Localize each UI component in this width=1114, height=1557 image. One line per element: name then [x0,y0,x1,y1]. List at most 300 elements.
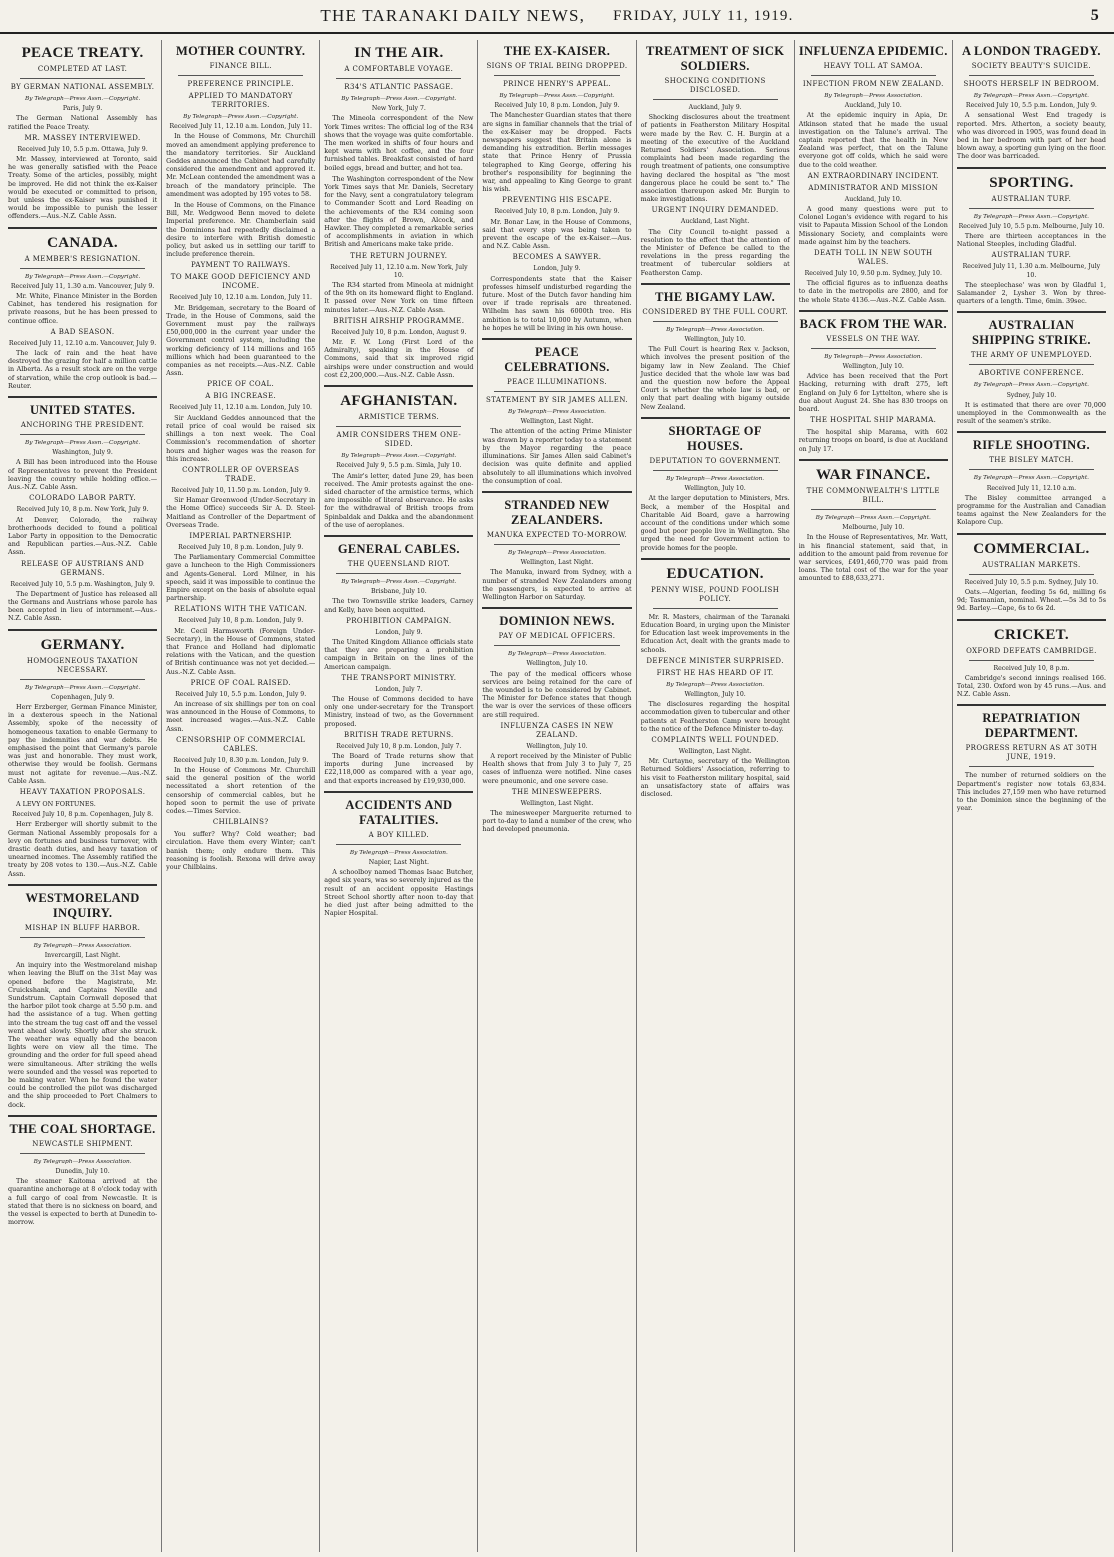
article-subheading: CONSIDERED BY THE FULL COURT. [642,307,788,316]
paragraph: At the larger deputation to Ministers, Mrs. Beck, a member of the Hospital and Charitable Aid Board, gave a harrowing account of the conditions under which some good but poor people live in Wellington. She urged the need for Government action to provide homes for the people. [640,494,790,552]
divider [336,844,461,845]
article-subheading: SIGNS OF TRIAL BEING DROPPED. [486,62,628,70]
section-subheading: PRICE OF COAL. [207,380,275,389]
paragraph: The Mineola correspondent of the New York Times writes: The official log of the R34 shows that the voyage was quite comfortable. The men worked in shifts of four hours and kept warm with hot coffee, and the four furnished tables. Breakfast consisted of hard boiled eggs, bread and butter, and hot tea. [324,114,474,172]
paragraph: The Amir's letter, dated June 29, has been received. The Amir protests against the one-sided character of the armistice terms, which are impossible of literal observance. He asks for the withdrawal of British troops from Spinbaldak and Dakka and the abandonment of the use of aeroplanes. [324,471,474,529]
dateline: Auckland, July 10. [844,195,902,203]
dateline: Received July 11, 1.30 a.m. Melbourne, July 10. [962,263,1101,279]
press-credit: By Telegraph—Press Association. [507,651,606,658]
article [799,44,948,304]
divider [494,544,619,545]
column [637,40,795,1552]
dateline: London, July 7. [375,685,423,693]
column [162,40,320,1552]
article-separator [8,227,157,229]
paragraph: An inquiry into the Westmoreland mishap when leaving the Bluff on the 31st May was opened before the Magistrate, Mr. Cruickshank, and Captains Neville and Sundstrum. Captain Cornwall deposed that the harbor pilot took charge at 5.50 p.m. and had the assistance of a tug. When getting into the stream the tug cast off and the vessel went ahead slowly. Shortly after she struck. The weather was equally bad the beacon lights were on view all the time. The grounding and the order for full speed ahead were simultaneous. After striking the wells were sounded and the vessel was reported to be making water. When he found the water could be controlled the pilot was discharged and the ship proceeded to Port Chalmers to dock. [8,961,158,1109]
section-subheading: STATEMENT BY SIR JAMES ALLEN. [486,396,628,405]
article-subheading: HOMOGENEOUS TAXATION NECESSARY. [26,656,139,674]
section-subheading: A BAD SEASON. [50,327,115,336]
column [953,40,1110,1552]
divider [336,426,461,427]
section-subheading: URGENT INQUIRY DEMANDED. [651,206,779,215]
article-separator [8,396,157,398]
article [8,636,157,878]
dateline: Wellington, July 10. [684,336,746,344]
article-body [957,80,1106,161]
article-subheading: THE QUEENSLAND RIOT. [347,559,450,568]
paragraph: The Manchester Guardian states that there are signs in familiar channels that the trial of the ex-Kaiser may be dropped. Facts newspapers suggest that Britain alone is demanding his extradition. Berlin messages state that Prince Henry of Prussia telegraphed to King George, offering his brother's responsibility for beginning the war, and appealing to King George to grant his wish. [482,111,632,194]
article-subheading: NEWCASTLE SHIPMENT. [32,1139,133,1148]
dateline: Received July 10, 8 p.m. [993,664,1070,672]
dateline: Received July 11, 12.10 a.m. New York, July 10. [330,263,468,279]
dateline: Wellington, Last Night. [520,559,594,567]
section-subheading: HEAVY TAXATION PROPOSALS. [19,787,146,796]
article-headline: GENERAL CABLES. [337,541,460,556]
dateline: Received July 10, 12.10 a.m. London, July 11. [169,294,312,302]
dateline: Auckland, July 10. [844,102,902,110]
article [957,438,1106,526]
article-headline: PEACE CELEBRATIONS. [504,345,610,375]
paragraph: The United Kingdom Alliance officials state that they are preparing a prohibition campaign in Britain on the lines of the American campaign. [324,637,474,671]
dateline: Received July 10, 5.5 p.m. Ottawa, July 9. [17,145,148,153]
divider [969,364,1094,365]
paragraph: A schoolboy named Thomas Isaac Butcher, aged six years, was so severely injured as the result of an accident opposite Hastings Street School shortly after noon to-day that he died just after being admitted to the Napier Hospital. [324,868,474,918]
section-subheading: PREVENTING HIS ESCAPE. [502,196,612,205]
press-credit: By Telegraph—Press Assn.—Copyright. [973,475,1090,482]
divider [20,1153,145,1154]
column [320,40,478,1552]
dateline: Received July 10, 5.5 p.m. Sydney, July 10. [964,578,1099,586]
article-subheading: AUSTRALIAN TURF. [991,194,1072,203]
article-headline: SHORTAGE OF HOUSES. [668,423,762,453]
dateline: Wellington, Last Night. [520,418,594,426]
article-headline: IN THE AIR. [354,45,444,61]
section-subheading: PAYMENT TO RAILWAYS. [190,261,291,270]
article-subheading: PEACE ILLUMINATIONS. [507,378,607,387]
divider [20,679,145,680]
paragraph: In the House of Commons Mr. Churchill said the general position of the world necessitated a short retention of the censorship of commercial cables, but he hoped soon to permit the use of private codes.—Times Service. [166,765,316,815]
divider [969,766,1094,767]
section-subheading: THE TRANSPORT MINISTRY. [341,673,457,682]
dateline: Sydney, July 10. [1006,391,1057,399]
newspaper-title: THE TARANAKI DAILY NEWS, [320,6,586,25]
section-subheading: ADMINISTRATOR AND MISSION [808,183,939,192]
section-subheading: CONTROLLER OF OVERSEAS TRADE. [182,465,300,483]
paragraph: The Washington correspondent of the New York Times says that Mr. Daniels, Secretary for the Navy, sent a congratulatory telegram to Commander Scott and Lord Reading on the achievements of the R34 coming soon after the flights of Brown, Alcock, and Hawker. They completed a remarkable series of accomplishments in aviation in which British and Americans make take pride. [324,174,474,249]
article-separator [799,310,948,312]
press-credit: By Telegraph—Press Association. [349,849,448,856]
dateline: Wellington, July 10. [526,660,588,668]
article-body [957,369,1106,425]
divider [494,75,619,76]
divider [811,348,936,349]
article-body [957,771,1106,812]
section-subheading: PROHIBITION CAMPAIGN. [346,616,452,625]
paragraph: The disclosures regarding the hospital accommodation given to tubercular and other patients at Featherston Camp were brought to the notice of the Defence Minister to-day. [640,700,790,733]
dateline: Received July 10, 8 p.m. London, July 9. [494,102,620,110]
article [8,44,157,221]
article-subheading: VESSELS ON THE WAY. [826,334,921,343]
press-credit: By Telegraph—Press Association. [824,93,923,99]
section-subheading: RELATIONS WITH THE VATICAN. [174,605,308,614]
article-headline: A LONDON TRAGEDY. [962,44,1101,58]
dateline: London, July 9. [533,265,581,273]
paragraph: The R34 started from Mineola at midnight of the 9th on its homeward flight to England. It passed over New York on time fifteen minutes later.—Aus.-N.Z. Cable Assn. [324,281,474,314]
paragraph: Mr. Cecil Harmsworth (Foreign Under-Secretary), in the House of Commons, stated that France and Holland had diplomatic relations with the Vatican, and the question of British continuance was not yet decided.—Aus.-N.Z. Cable Assn. [166,626,316,676]
section-subheading: CENSORSHIP OF COMMERCIAL CABLES. [176,735,306,753]
article-subheading: ARMISTICE TERMS. [358,413,440,422]
article-headline: INFLUENZA EPIDEMIC. [798,44,948,58]
paragraph: You suffer? Why? Cold weather; bad circulation. Have them every Winter; can't banish them; only endure them. This reasoning is foolish. Rexona will drive away your Chilblains. [166,830,316,872]
section-subheading: THE RETURN JOURNEY. [350,251,448,260]
article [799,466,948,583]
article-body [324,578,473,785]
dateline: Received July 10, 5.5 p.m. London, July 9. [175,690,307,698]
press-credit: By Telegraph—Press Association. [33,1158,132,1165]
dateline: Wellington, Last Night. [678,747,752,755]
divider [20,937,145,938]
article-separator [799,459,948,461]
section-subheading: THE HOSPITAL SHIP MARAMA. [810,416,937,425]
dateline: Received July 11, 12.10 a.m. Vancouver, July 9. [8,339,157,347]
dateline: Received July 11, 12.10 a.m. [986,484,1077,492]
article-headline: AUSTRALIAN SHIPPING STRIKE. [972,318,1091,348]
press-credit: By Telegraph—Press Association. [33,942,132,949]
dateline: Copenhagen, July 9. [51,693,115,701]
paragraph: In the House of Commons, Mr. Churchill moved an amendment applying preference to the mandatory territories. Sir Auckland Geddes announced the Cabinet had carefully considered the amendment and approved it. Mr. McLean contended the amendment was a breach of the mandatory principle. The amendment was adopted by 195 votes to 58. [166,132,316,198]
article-subheading: SHOCKING CONDITIONS DISCLOSED. [664,77,766,94]
article-body [799,514,948,583]
paragraph: The Full Court is hearing Rex v. Jackson, which involves the present position of the bigamy law in New Zealand. The Chief Justice decided that the whole law was bad and the question now before the Appeal Court is whether the whole law is bad, or only that part dealing with bigamy outside New Zealand. [640,345,790,411]
dateline: Received July 10, 5.5 p.m. Melbourne, July 10. [958,222,1105,230]
press-credit: By Telegraph—Press Assn.—Copyright. [24,684,141,691]
dateline: Wellington, Last Night. [520,799,594,807]
article-body [957,474,1106,526]
article-subheading: A COMFORTABLE VOYAGE. [344,65,454,73]
paragraph: Shocking disclosures about the treatment of patients in Featherston Military Hospital were made by the Rev. C. H. Burgin at a meeting of the executive of the Auckland Returned Soldiers' Association. Serious complaints had been made regarding the rough treatment of patients, one consumptive having declared the hospital as "the most dangerous place he could be sent to." The association thereupon asked Mr. Burgin to make investigations. [640,113,790,204]
press-credit: By Telegraph—Press Assn.—Copyright. [24,273,141,280]
article-headline: CANADA. [47,234,118,251]
press-credit: By Telegraph—Press Assn.—Copyright. [815,514,931,521]
article-headline: GERMANY. [40,636,125,653]
article-subheading: PENNY WISE, POUND FOOLISH POLICY. [651,585,780,603]
dateline: Received July 10, 8 p.m. London, August 9. [331,328,467,336]
article-separator [324,385,473,387]
article-separator [641,558,790,560]
dateline: Received July 10, 5.5 p.m. London, July 9. [965,102,1097,110]
section-subheading: A BIG INCREASE. [205,392,277,401]
article-headline: THE COAL SHORTAGE. [9,1121,156,1136]
paragraph: Correspondents state that the Kaiser professes himself undisturbed regarding the future. Most of the Dutch favor handing him over if trade reprisals are threatened. Wilhelm has sawn his 6000th tree. His ambition is to total 10,000 by Autumn, when he hopes he will be living in his own house. [482,274,632,332]
paragraph: Sir Hamar Greenwood (Under-Secretary in the Home Office) succeeds Sir A. D. Steel-Maitland as Controller of the Department of Overseas Trade. [166,496,316,529]
article-body [166,80,315,871]
section-subheading: AN EXTRAORDINARY INCIDENT. [807,171,939,180]
article-body [957,579,1106,613]
article-headline: CRICKET. [993,626,1069,643]
divider [20,268,145,269]
section-subheading: IMPERIAL PARTNERSHIP. [189,531,293,540]
paragraph: The Bisley committee arranged a programme for the Australian and Canadian teams against the New Zealanders for the Kolapore Cup. [956,493,1106,527]
paragraph: Herr Erzberger, German Finance Minister, in a dexterous speech in the National Assembly, spoke of the necessity of homogeneous taxation to enable Germany to pay the indemnities and war debts. He emphasised the point that Germany's parole was just and honorable. They must work, otherwise they would be foolish. Germans must not agitate for revenue.—Aus.-N.Z. Cable Assn. [8,702,158,785]
article-separator [482,607,631,609]
article-subheading: OXFORD DEFEATS CAMBRIDGE. [966,646,1097,655]
article-separator [324,791,473,793]
article-headline: COMMERCIAL. [973,540,1090,557]
paragraph: The German National Assembly has ratified the Peace Treaty. [8,114,158,131]
paragraph: Oats.—Algerian, feeding 5s 6d, milling 6s 9d; Tasmanian, nominal. Wheat.—5s 3d to 5s 9d. Barley.—Cape, 6s to 6s 2d. [956,587,1106,613]
article-subheading: THE BISLEY MATCH. [989,456,1074,465]
section-subheading: THE MINESWEEPERS. [511,787,603,796]
dateline: Received July 11, 12.10 a.m. London, July 10. [169,404,312,412]
article-body [8,942,157,1109]
columns [4,40,1110,1552]
article [641,44,790,277]
divider [494,391,619,392]
section-subheading: PREFERENCE PRINCIPLE. [187,80,294,88]
dateline: London, July 9. [375,628,423,636]
section-subheading: RELEASE OF AUSTRIANS AND GERMANS. [20,559,145,577]
divider [653,470,778,471]
section-subheading: COMPLAINTS WELL FOUNDED. [651,735,779,744]
article-body [8,273,157,390]
paragraph: It is estimated that there are over 70,000 unemployed in the Commonwealth as the result of the seamen's strike. [956,400,1106,426]
column [4,40,162,1552]
article [482,44,631,332]
article-headline: WESTMORELAND INQUIRY. [25,890,140,920]
press-credit: By Telegraph—Press Association. [824,353,923,360]
issue-date: FRIDAY, JULY 11, 1919. [613,7,794,24]
article-body [799,80,948,304]
article-subheading: MISHAP IN BLUFF HARBOR. [24,923,141,932]
divider [178,75,303,76]
article-separator [8,1115,157,1117]
paragraph: Mr. F. W. Long (First Lord of the Admiralty), speaking in the House of Commons, said that six improved rigid airships were under construction and would cost £2,200,000.—Aus.-N.Z. Cable Assn. [324,338,474,379]
dateline: Invercargill, Last Night. [44,952,121,959]
paragraph: The minesweeper Marguerite returned to port to-day to land a number of the crew, who had developed pneumonia. [482,808,632,834]
paragraph: The Department of Justice has released all the Germans and Austrians whose parole has been accepted in lieu of internment.—Aus.-N.Z. Cable Assn. [8,589,158,623]
article [8,1122,157,1227]
article-subheading: PROGRESS RETURN AS AT 30TH JUNE, 1919. [965,744,1098,762]
section-subheading: AMIR CONSIDERS THEM ONE-SIDED. [336,431,462,449]
press-credit: By Telegraph—Press Association. [666,681,765,688]
article [641,424,790,552]
paragraph: A report received by the Minister of Public Health shows that from July 3 to July 7, 25 cases of influenza were notified. Nine cases were pneumonic, and one severe case. [482,751,632,785]
article-separator [8,629,157,631]
article-subheading: ANCHORING THE PRESIDENT. [20,421,145,430]
section-subheading: CHILBLAINS? [212,818,269,827]
paragraph: An increase of six shillings per ton on coal was announced in the House of Commons, to meet increased wages.—Aus.-N.Z. Cable Assn. [166,699,316,733]
article-headline: MOTHER COUNTRY. [176,44,306,58]
paragraph: There are thirteen acceptances in the National Steeples, including Gladful. [956,232,1106,249]
article [957,318,1106,425]
column [795,40,953,1552]
divider [336,78,461,79]
article [482,614,631,833]
article [324,542,473,785]
paragraph: Mr. R. Masters, chairman of the Taranaki Education Board, in urging upon the Minister for Education last week improvements in the Education Act, dealt with the grants made to schools. [640,612,790,654]
divider [969,75,1094,76]
paragraph: Mr. Bridgeman, secretary to the Board of Trade, in the House of Commons, said the Government must pay the railways £50,000,000 in the current year under the Government control system, including the working deficiency of 114 millions and 165 millions which had been guaranteed to the companies as net receipts.—Aus.-N.Z. Cable Assn. [166,303,316,378]
article [8,891,157,1109]
section-subheading: FIRST HE HAS HEARD OF IT. [656,668,774,677]
divider [969,469,1094,470]
paragraph: Advice has been received that the Port Hacking, returning with draft 275, left England on July 6 for Lyttelton, where she is due about August 24. She has 830 troops on board. [798,372,948,414]
dateline: Paris, July 9. [62,105,103,113]
paragraph: A Bill has been introduced into the House of Representatives to prevent the President leaving the country while holding office.—Aus.-N.Z. Cable Assn. [8,458,158,492]
dateline: Dunedin, July 10. [55,1168,110,1176]
article-headline: REPATRIATION DEPARTMENT. [982,711,1081,741]
paragraph: The House of Commons decided to have only one under-secretary for the Transport Ministry, instead of two, as the Government proposed. [324,694,474,728]
press-credit: By Telegraph—Press Assn.—Copyright. [499,93,615,99]
section-subheading: APPLIED TO MANDATORY TERRITORIES. [188,92,293,109]
section-subheading: COLORADO LABOR PARTY. [29,494,137,503]
page-number: 5 [1090,7,1100,24]
article-subheading: DEPUTATION TO GOVERNMENT. [649,456,781,465]
article [957,174,1106,306]
article-separator [641,417,790,419]
divider [969,574,1094,575]
dateline: Received July 10, 8 p.m. London, July 9. [178,543,304,551]
article-headline: ACCIDENTS AND FATALITIES. [345,797,453,827]
divider [811,509,936,510]
paragraph: In the House of Commons, on the Finance Bill, Mr. Wedgwood Benn moved to delete Imperial preference. Mr. Chamberlain said the Dominions had repeatedly disclaimed a desire to interfere with British domestic policy, but asked us in settling our tariff to include preference therein. [166,201,316,259]
dateline: Received July 10, 11.50 p.m. London, July 9. [171,486,311,494]
article [482,498,631,601]
press-credit: By Telegraph—Press Assn.—Copyright. [341,453,457,460]
section-subheading: DEFENCE MINISTER SURPRISED. [646,656,784,665]
article-separator [957,431,1106,433]
article [324,392,473,529]
paragraph: Mr. Massey, interviewed at Toronto, said he was generally satisfied with the Peace Treaty. Some of the articles, possibly, might be improved. He did not think the ex-Kaiser would be executed or committed to prison, but unless the ex-Kaiser was punished it would be impossible to punish the lesser offenders.—Aus.-N.Z. Cable Assn. [8,155,158,221]
article-body [641,475,790,552]
article-headline: TREATMENT OF SICK SOLDIERS. [646,44,785,73]
dateline: Received July 10, 8 p.m. Copenhagen, July 8. [12,811,154,819]
article-body [324,849,473,918]
dateline: Received July 10, 5.5 p.m. Washington, July 9. [10,580,155,588]
dateline: Received July 11, 1.30 a.m. Vancouver, July 9. [10,282,155,290]
press-credit: By Telegraph—Press Assn.—Copyright. [973,382,1090,389]
dateline: Received July 10, 8 p.m. London, July 9. [178,617,304,625]
article [8,234,157,390]
divider [20,78,145,79]
section-subheading: PRICE OF COAL RAISED. [190,678,291,687]
dateline: New York, July 7. [371,105,426,113]
article-body [8,83,157,221]
article-subheading: MANUKA EXPECTED TO-MORROW. [486,530,628,539]
dateline: Wellington, July 10. [684,690,746,698]
article-separator [957,704,1106,706]
article-separator [324,535,473,537]
divider [653,608,778,609]
paragraph: A good many questions were put to Colonel Logan's evidence with regard to his visit to Papauta Mission School of the London Missionary Society, and complaints were made against him by the teachers. [798,205,948,246]
article [482,345,631,485]
press-credit: By Telegraph—Press Assn.—Copyright. [973,213,1090,220]
article-headline: THE EX-KAISER. [503,44,611,58]
section-subheading: ABORTIVE CONFERENCE. [978,369,1085,378]
article-headline: PEACE TREATY. [21,45,144,61]
press-credit: By Telegraph—Press Assn.—Copyright. [24,440,141,447]
article-headline: SPORTING. [989,174,1074,191]
article-body [8,439,157,622]
paragraph: The steeplechase' was won by Gladful 1, Salamander 2, Lysher 3. Won by three-quarters of a length. Time, 6min. 39sec. [956,280,1106,306]
article-body [641,104,790,277]
dateline: Napier, Last Night. [368,858,429,866]
divider [969,660,1094,661]
article-body [957,213,1106,306]
section-subheading: BRITISH TRADE RETURNS. [344,730,454,739]
paragraph: A sensational West End tragedy is reported. Mrs. Atherton, a society beauty, who was divorced in 1905, was found dead in bed in her bedroom with part of her head blown away, a sporting gun lying on the floor. The door was barricaded. [956,111,1106,161]
article [641,290,790,411]
article [324,44,473,379]
section-subheading: BY GERMAN NATIONAL ASSEMBLY. [10,83,155,91]
article [8,403,157,622]
paragraph: In the House of Representatives, Mr. Watt, in his financial statement, said that, in addition to the amount paid from revenue for war services, £491,460,770 was paid from loans. The total cost of the war for the year amounted to £88,633,271. [798,533,948,583]
paragraph: At Denver, Colorado, the railway brotherhoods decided to found a political Labor Party in opposition to the Democratic and Republican parties.—Aus.-N.Z. Cable Assn. [8,515,158,557]
article-subheading: PAY OF MEDICAL OFFICERS. [498,632,616,641]
dateline: Brisbane, July 10. [371,588,427,596]
article-separator [8,884,157,886]
article [957,626,1106,699]
article-body [324,431,473,529]
article-body [482,80,631,332]
section-subheading: BRITISH AIRSHIP PROGRAMME. [333,316,465,325]
article-subheading: COMPLETED AT LAST. [37,65,128,73]
section-subheading: MR. MASSEY INTERVIEWED. [24,133,141,142]
article-subheading: THE ARMY OF UNEMPLOYED. [970,351,1092,360]
divider [811,75,936,76]
article-subheading: THE COMMONWEALTH'S LITTLE BILL. [806,486,940,504]
article-subheading: HEAVY TOLL AT SAMOA. [823,62,923,70]
article-headline: STRANDED NEW ZEALANDERS. [504,497,610,527]
section-subheading: INFLUENZA CASES IN NEW ZEALAND. [500,721,614,739]
masthead [0,0,1114,34]
dateline: Received July 9, 5.5 p.m. Simla, July 10. [336,462,462,470]
divider [20,434,145,435]
article-headline: THE BIGAMY LAW. [655,289,776,304]
dateline: Received July 10, 9.50 p.m. Sydney, July 10. [804,270,942,278]
article-body [482,396,631,485]
section-subheading: SHOOTS HERSELF IN BEDROOM. [963,80,1100,88]
paragraph: Mr. White, Finance Minister in the Borden Cabinet, has tendered his resignation for private reasons, but he has been pressed to continue office. [8,292,158,325]
paragraph: The Parliamentary Commercial Committee gave a luncheon to the High Commissioners and Agents-General. Lord Milner, in his speech, said it was impossible to continue the Empire except on the basis of absolute equal partnership. [166,553,316,603]
press-credit: By Telegraph—Press Assn.—Copyright. [24,96,141,102]
article [166,44,315,871]
article [957,711,1106,812]
article-subheading: SOCIETY BEAUTY'S SUICIDE. [971,62,1092,70]
article-headline: BACK FROM THE WAR. [799,316,947,331]
press-credit: By Telegraph—Press Association. [666,475,765,482]
article [957,44,1106,161]
dateline: Received July 10, 8 p.m. New York, July 9. [16,506,149,514]
paragraph: Mr. Bonar Law, in the House of Commons, said that every step was being taken to prevent the escape of the ex-Kaiser.—Aus. and N.Z. Cable Assn. [482,217,632,251]
section-subheading: INFECTION FROM NEW ZEALAND. [802,80,944,88]
divider [653,321,778,322]
article-body [799,353,948,453]
article-subheading: A MEMBER'S RESIGNATION. [24,254,141,263]
divider [969,208,1094,209]
paragraph: Cambridge's second innings realised 166. Total, 230. Oxford won by 45 runs.—Aus. and N.Z. Cable Assn. [956,673,1106,699]
dateline: Received July 10, 8 p.m. London, July 9. [494,208,620,216]
dateline: Received July 10, 8.30 p.m. London, July 9. [173,756,309,764]
article-separator [641,283,790,285]
paragraph: The two Townsville strike leaders, Carney and Kelly, have been acquitted. [324,597,474,614]
divider [653,99,778,100]
article-body [8,684,157,878]
paragraph: The official figures as to influenza deaths to date in the metropolis are 2800, and for the whole State 4136.—Aus.-N.Z. Cable Assn. [798,279,948,304]
dateline: Washington, July 9. [52,449,113,457]
article-body [482,650,631,833]
press-credit: By Telegraph—Press Association. [507,549,606,556]
